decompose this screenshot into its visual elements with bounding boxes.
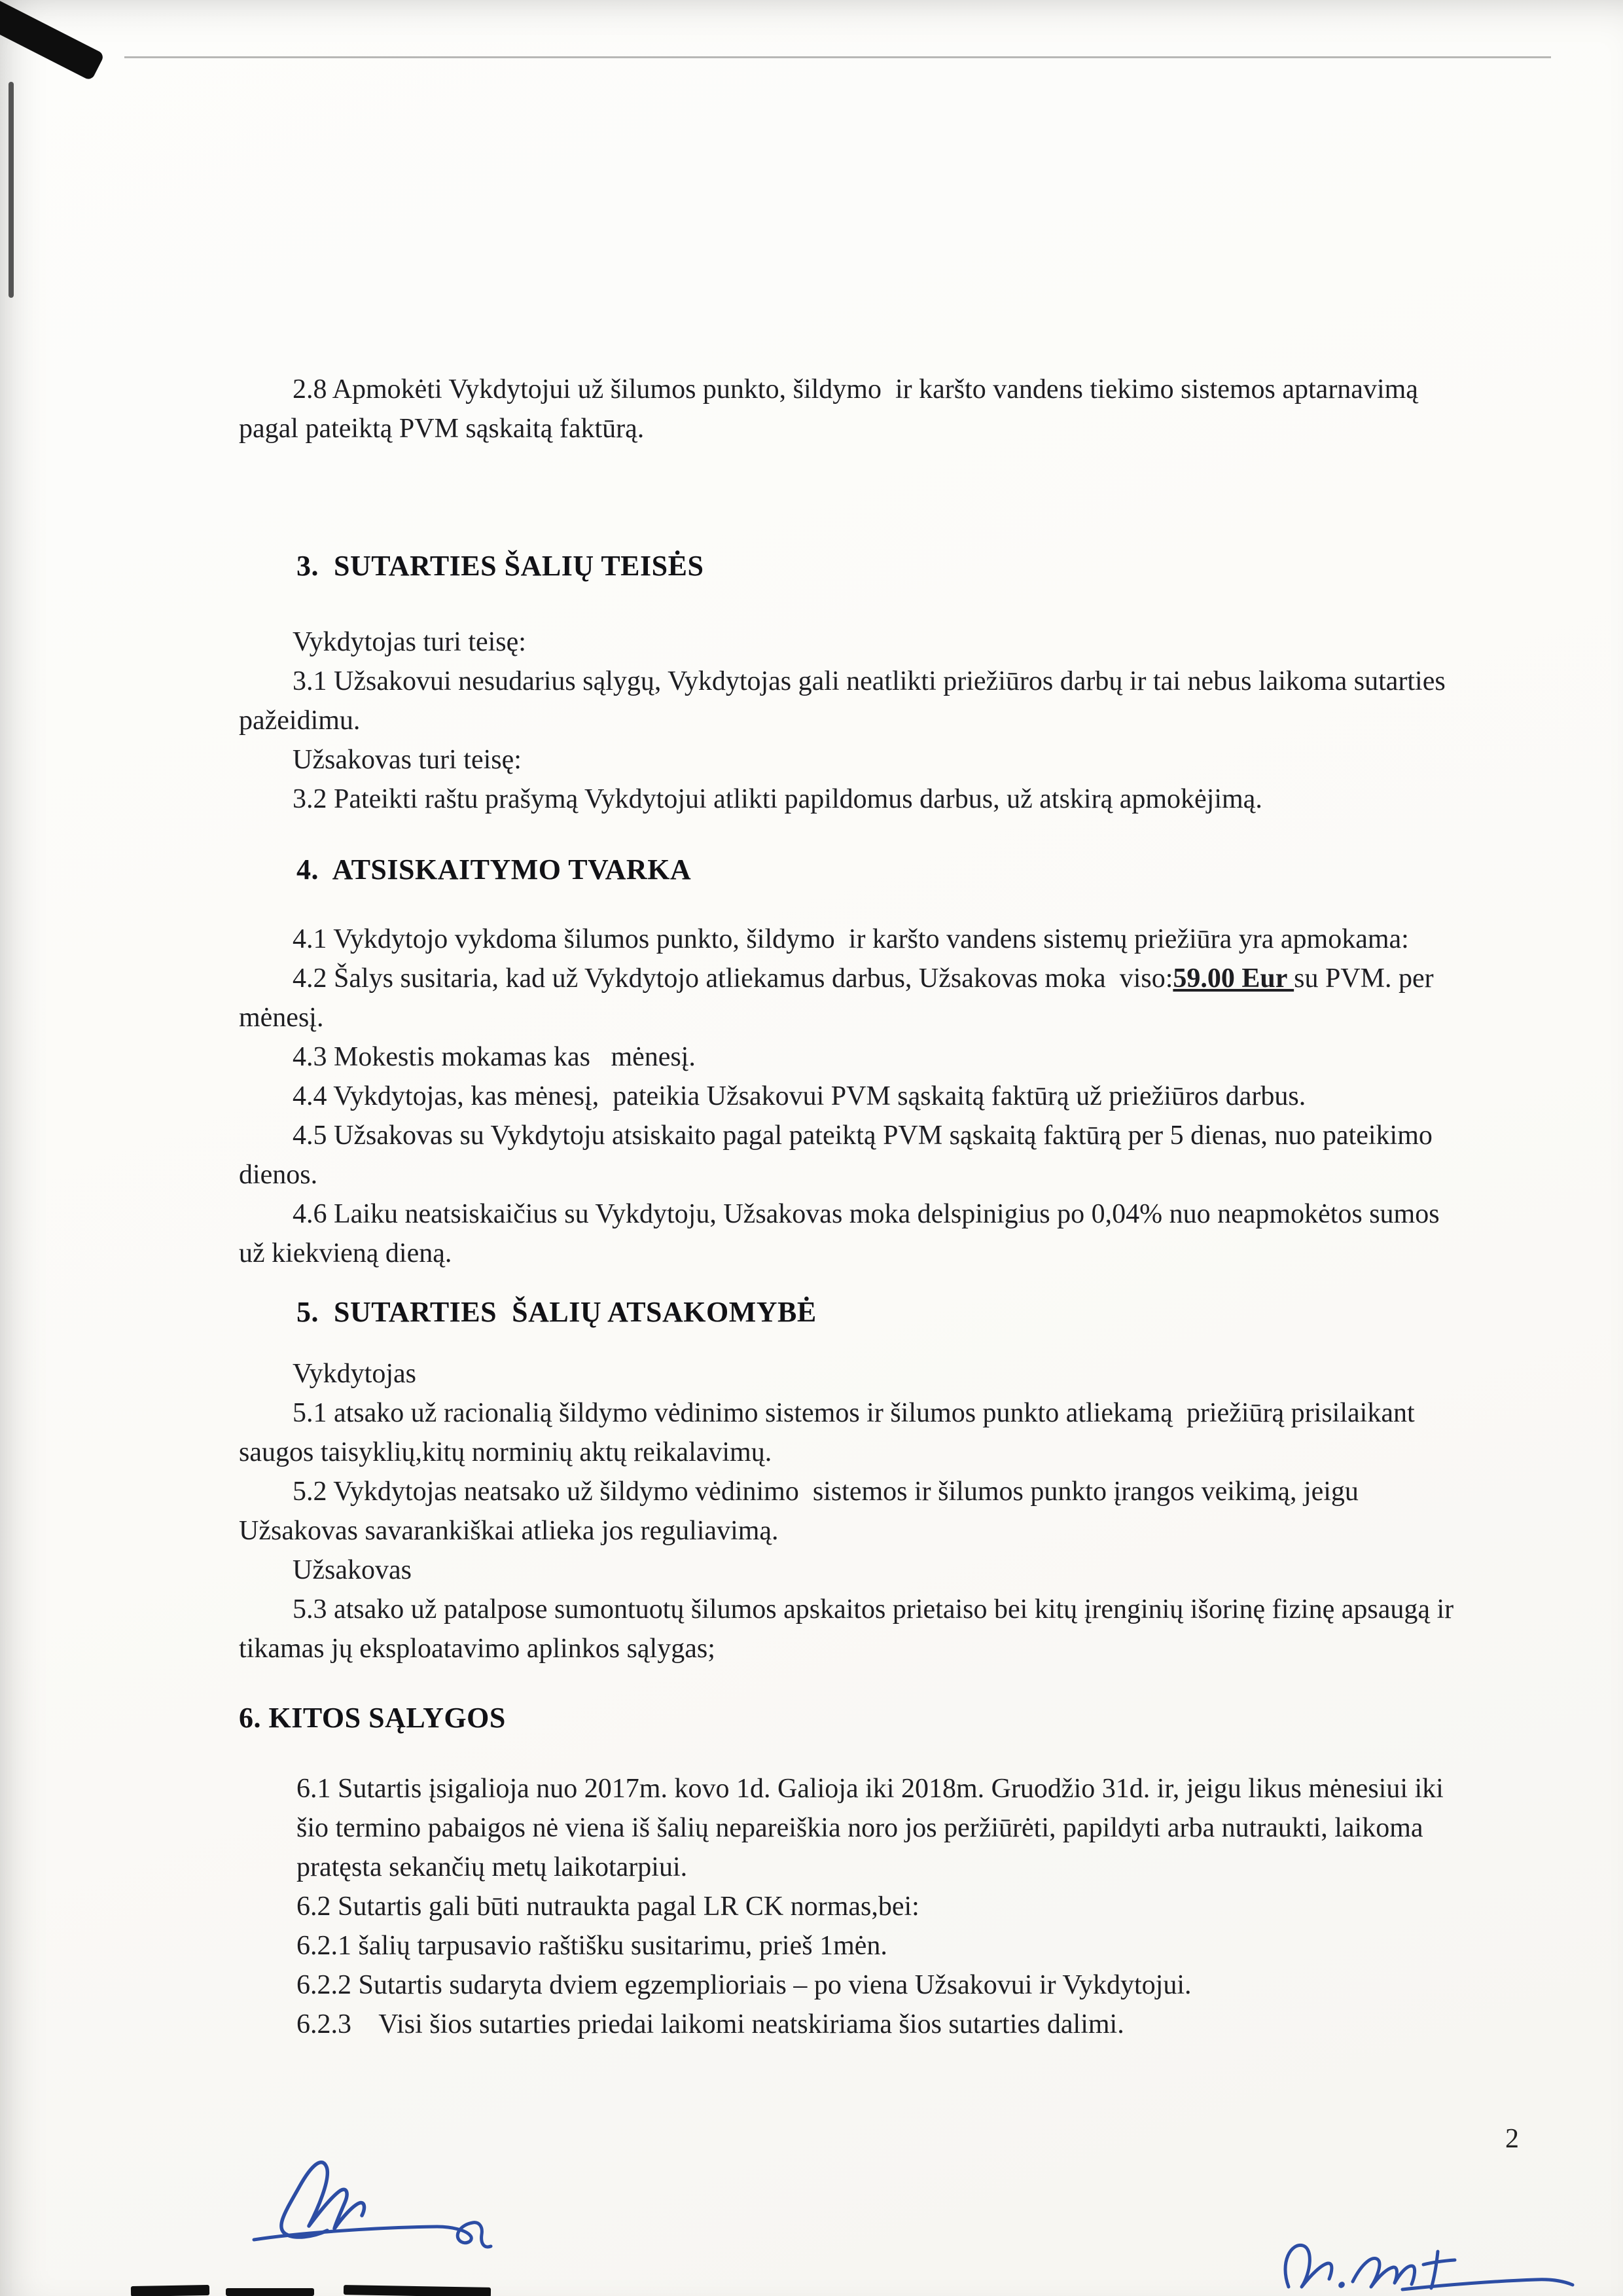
clause-4-2	[239, 959, 1457, 1037]
clause-6-2-1: 6.2.1 šalių tarpusavio raštišku susitarimu, prieš 1mėn.	[296, 1931, 887, 1961]
clause-6-1: 6.1 Sutartis įsigalioja nuo 2017m. kovo 1d. Galioja iki 2018m. Gruodžio 31d. ir, jeigu likus mėnesiui iki šio termino pabaigos nė viena iš šalių nepareiškia noro jos peržiūrėti, papildyti arba nutraukti, laikoma pratęsta sekančių metų laikotarpiui.	[296, 1774, 1451, 1882]
clause-3-1: 3.1 Užsakovui nesudarius sąlygų, Vykdytojas gali neatlikti priežiūros darbų ir tai nebus laikoma sutarties pažeidimu.	[239, 666, 1453, 736]
clause-4-2-tail: su PVM. per mėnesį.	[239, 963, 1441, 1033]
contract-body	[239, 370, 1461, 2044]
section-5-heading: 5. SUTARTIES ŠALIŲ ATSAKOMYBĖ	[296, 1296, 817, 1328]
clause-4-4: 4.4 Vykdytojas, kas mėnesį, pateikia Užsakovui PVM sąskaitą faktūrą už priežiūros darbus.	[293, 1081, 1306, 1111]
clause-4-1: 4.1 Vykdytojo vykdoma šilumos punkto, šildymo ir karšto vandens sistemų priežiūra yra apmokama:	[293, 924, 1409, 954]
scan-artifact-bottom-mark	[344, 2285, 491, 2296]
clause-6-2: 6.2 Sutartis gali būti nutraukta pagal LR CK normas,bei:	[296, 1892, 919, 1922]
section-3-lead-uzsakovas: Užsakovas turi teisę:	[293, 745, 522, 775]
clause-4-2-text: 4.2 Šalys susitaria, kad už Vykdytojo atliekamus darbus, Užsakovas moka viso:	[293, 963, 1173, 994]
clause-4-3: 4.3 Mokestis mokamas kas mėnesį.	[293, 1042, 696, 1072]
scan-artifact-bottom-mark	[226, 2288, 314, 2296]
section-5-lead-vykdytojas: Vykdytojas	[293, 1359, 416, 1389]
scan-artifact-bottom-mark	[131, 2285, 209, 2296]
section-6-heading: 6. KITOS SĄLYGOS	[239, 1702, 506, 1734]
clause-5-1: 5.1 atsako už racionalią šildymo vėdinimo sistemos ir šilumos punkto atliekamą priežiūrą prisilaikant saugos taisyklių,kitų norminių aktų reikalavimų.	[239, 1398, 1422, 1467]
clause-2-8: 2.8 Apmokėti Vykdytojui už šilumos punkto, šildymo ir karšto vandens tiekimo sistemos aptarnavimą pagal pateiktą PVM sąskaitą faktūrą.	[239, 374, 1425, 444]
clause-6-2-3: 6.2.3 Visi šios sutarties priedai laikomi neatskiriama šios sutarties dalimi.	[296, 2009, 1124, 2039]
signature-left	[249, 2147, 530, 2261]
section-5-lead-uzsakovas: Užsakovas	[293, 1555, 412, 1585]
clause-6-2-2: 6.2.2 Sutartis sudaryta dviem egzemplioriais – po viena Užsakovui ir Vykdytojui.	[296, 1970, 1192, 2000]
scan-artifact-corner-mark	[0, 0, 105, 81]
scan-artifact-left-smudge	[9, 82, 14, 298]
contract-amount: 59.00 Eur	[1173, 963, 1294, 994]
section-3-lead-vykdytojas: Vykdytojas turi teisę:	[293, 627, 526, 657]
scan-artifact-top-edge-line	[124, 56, 1551, 58]
section-3-heading: 3. SUTARTIES ŠALIŲ TEISĖS	[296, 550, 704, 582]
clause-4-6: 4.6 Laiku neatsiskaičius su Vykdytoju, Užsakovas moka delspinigius po 0,04% nuo neapmokėtos sumos už kiekvieną dieną.	[239, 1199, 1447, 1268]
section-4-heading: 4. ATSISKAITYMO TVARKA	[296, 853, 692, 886]
signature-right	[1273, 2224, 1580, 2296]
clause-5-2: 5.2 Vykdytojas neatsako už šildymo vėdinimo sistemos ir šilumos punkto įrangos veikimą, jeigu Užsakovas savarankiškai atlieka jos reguliavimą.	[239, 1477, 1366, 1546]
page-number: 2	[1505, 2124, 1519, 2154]
clause-3-2: 3.2 Pateikti raštu prašymą Vykdytojui atlikti papildomus darbus, už atskirą apmokėjimą.	[293, 784, 1262, 814]
clause-5-3: 5.3 atsako už patalpose sumontuotų šilumos apskaitos prietaiso bei kitų įrenginių išorinę fizinę apsaugą ir tikamas jų eksploatavimo aplinkos sąlygas;	[239, 1594, 1461, 1664]
clause-4-5: 4.5 Užsakovas su Vykdytoju atsiskaito pagal pateiktą PVM sąskaitą faktūrą per 5 dienas, nuo pateikimo dienos.	[239, 1121, 1440, 1190]
